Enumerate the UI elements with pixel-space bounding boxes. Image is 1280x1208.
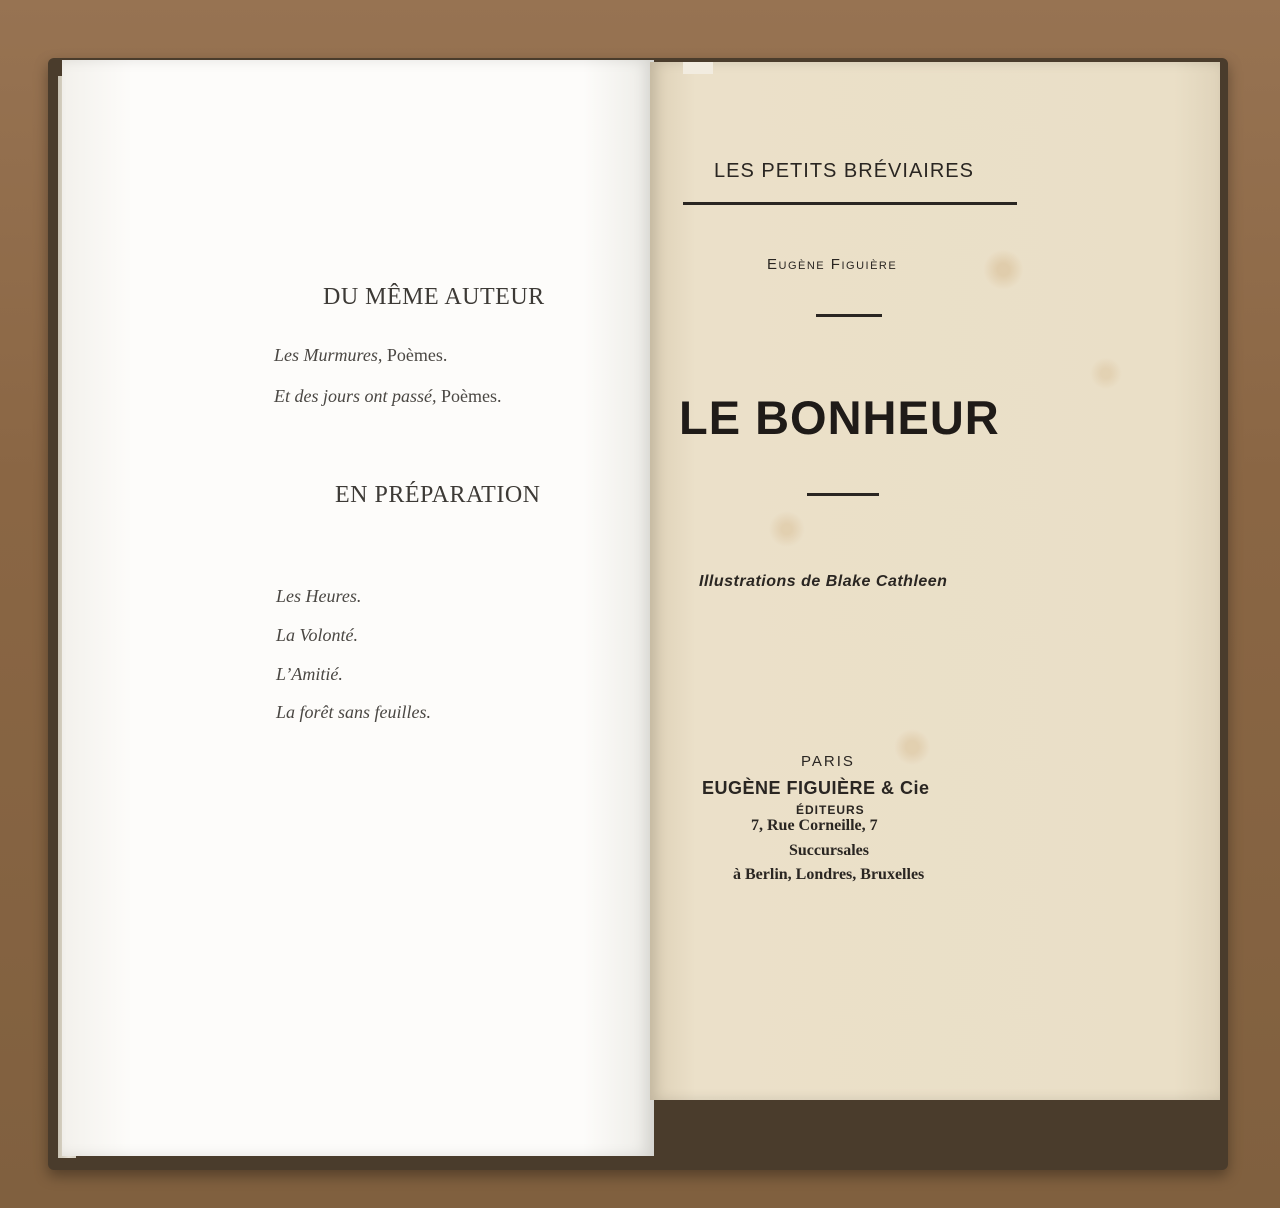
author-rule [816, 314, 882, 317]
page-corner-tab [683, 62, 713, 74]
same-author-work-2 [274, 386, 502, 407]
imprint-publisher: EUGÈNE FIGUIÈRE & Cie [702, 778, 930, 798]
imprint-branches: à Berlin, Londres, Bruxelles [733, 866, 925, 883]
in-preparation-work-1: Les Heures. [276, 586, 362, 606]
illustrations-credit: Illustrations de Blake Cathleen [699, 573, 948, 590]
work-genre: Poèmes. [386, 345, 448, 365]
work-title: Et des jours ont passé, [274, 386, 437, 406]
author-name: Eugène Figuière [767, 256, 898, 273]
title-rule [807, 493, 879, 496]
imprint-role: ÉDITEURS [796, 803, 865, 817]
book-title: LE BONHEUR [679, 391, 1000, 444]
left-page [62, 60, 654, 1156]
series-rule [683, 202, 1017, 205]
same-author-heading: DU MÊME AUTEUR [323, 284, 545, 310]
imprint-city: PARIS [801, 753, 855, 770]
imprint-branches-label: Succursales [789, 842, 869, 859]
imprint-address: 7, Rue Corneille, 7 [751, 817, 878, 834]
in-preparation-heading: EN PRÉPARATION [335, 482, 541, 508]
series-title: LES PETITS BRÉVIAIRES [714, 160, 974, 182]
work-title: Les Murmures, [274, 345, 383, 365]
in-preparation-work-2: La Volonté. [276, 625, 359, 645]
in-preparation-work-3: L’Amitié. [276, 664, 343, 684]
same-author-work-1 [274, 345, 447, 366]
work-genre: Poèmes. [441, 386, 502, 406]
in-preparation-work-4: La forêt sans feuilles. [276, 702, 432, 722]
